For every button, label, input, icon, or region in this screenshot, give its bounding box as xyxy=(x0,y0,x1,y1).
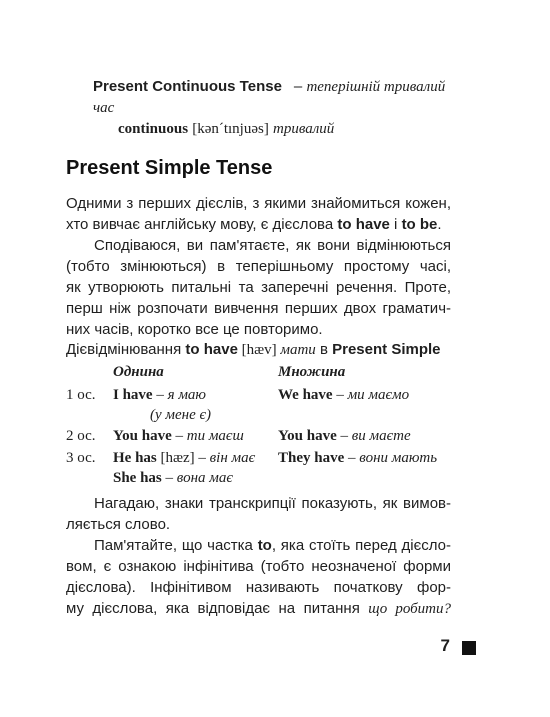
paragraph-line: них часів, коротко все це повторимо. xyxy=(66,321,323,338)
dash: – xyxy=(171,428,187,444)
dash: – xyxy=(344,450,360,466)
verb-to-have: to have xyxy=(185,341,238,358)
text-run: в xyxy=(315,341,333,358)
singular-form xyxy=(113,450,255,467)
singular-note: (у мене є) xyxy=(150,407,212,423)
paragraph-intro xyxy=(66,193,451,235)
paragraph-line: Нагадаю, знаки транскрипції показують, як вимов- xyxy=(94,495,451,512)
text-run: хто вивчає англійську мову, є дієслова xyxy=(66,216,338,233)
transcription: [hæv] xyxy=(237,342,281,358)
translation: ви маєте xyxy=(351,428,411,444)
paragraph-line: ляється слово. xyxy=(66,516,171,533)
paragraph-line xyxy=(66,598,451,620)
plural-form xyxy=(278,387,409,404)
paragraph-line: Одними з перших дієслів, з якими знайомиться кожен, xyxy=(66,195,451,212)
verb-form: We have xyxy=(278,387,333,403)
page-marker-square-icon xyxy=(462,641,476,655)
verb-form: You have xyxy=(278,428,337,444)
text-run: , яка стоїть перед дієсло- xyxy=(271,537,451,554)
paragraph-line: вом, є ознакою інфінітива (тобто неозначеної форми xyxy=(66,558,451,575)
text-run: . xyxy=(437,216,442,233)
person-label: 3 ос. xyxy=(66,450,96,466)
text-run: Пам'ятайте, що частка xyxy=(94,537,258,554)
text-run: Дієвідмінювання xyxy=(66,341,186,358)
verb-form: He has xyxy=(113,450,157,466)
translation: ти маєш xyxy=(186,428,244,444)
paragraph-line xyxy=(66,535,451,556)
paragraph-line: Сподіваюся, ви пам'ятаєте, як вони відмінюються xyxy=(94,237,451,254)
singular-form xyxy=(113,387,206,404)
paragraph-review xyxy=(66,235,451,340)
verb-form: You have xyxy=(113,428,172,444)
person-label: 2 ос. xyxy=(66,428,96,444)
particle-to: to xyxy=(257,537,272,554)
translation: вони мають xyxy=(359,450,438,466)
transcription: [hæz] xyxy=(156,450,199,466)
translation: мати xyxy=(280,342,316,358)
vocab-term: Present Continuous Tense xyxy=(93,78,282,95)
singular-form xyxy=(113,428,244,445)
singular-form-feminine xyxy=(113,470,233,487)
vocab-translation: теперішній тривалий xyxy=(306,79,446,95)
verb-form: I have xyxy=(113,387,153,403)
text-run: му дієслова, яка відповідає на питання xyxy=(66,600,369,617)
verb-to-be: to be xyxy=(401,216,438,233)
paragraph-infinitive xyxy=(66,535,451,620)
vocab-translation-continued: час xyxy=(93,100,115,116)
vocab-transcription: [kən´tınjuəs] xyxy=(192,121,269,137)
paragraph-line: як утворюють питальні та заперечні речення. Проте, xyxy=(66,279,451,296)
dash: – xyxy=(336,428,352,444)
paragraph-line: (тобто змінюються) в теперішньому простому часі, xyxy=(66,258,451,275)
vocab-translation: тривалий xyxy=(273,121,335,137)
dash: – xyxy=(161,470,177,486)
dash: – xyxy=(198,450,210,466)
tense-name: Present Simple xyxy=(332,341,441,358)
vocab-entry-present-continuous xyxy=(93,78,445,96)
conjugation-title xyxy=(66,341,441,359)
translation: я маю xyxy=(167,387,206,403)
section-title: Present Simple Tense xyxy=(66,157,273,179)
paragraph-line xyxy=(66,214,451,235)
header-plural: Множина xyxy=(278,364,346,380)
vocab-entry-continuous xyxy=(118,120,334,138)
person-label: 1 ос. xyxy=(66,387,96,403)
paragraph-line: дієслова). Інфінітивом називають початкову фор- xyxy=(66,579,451,596)
plural-form xyxy=(278,428,411,445)
verb-form: She has xyxy=(113,470,162,486)
vocab-term: continuous xyxy=(118,121,189,137)
translation: вона має xyxy=(176,470,233,486)
verb-form: They have xyxy=(278,450,345,466)
page-number: 7 xyxy=(440,636,450,655)
text-run: і xyxy=(389,216,402,233)
vocab-dash: – xyxy=(293,78,303,95)
verb-to-have: to have xyxy=(337,216,390,233)
plural-form xyxy=(278,450,437,467)
question-text: що робити? xyxy=(368,601,451,617)
translation: ми маємо xyxy=(347,387,410,403)
paragraph-line: перш ніж розпочати вивчення перших двох граматич- xyxy=(66,300,451,317)
dash: – xyxy=(332,387,348,403)
paragraph-transcription-note xyxy=(66,493,451,535)
dash: – xyxy=(152,387,168,403)
translation: він має xyxy=(209,450,256,466)
header-singular: Однина xyxy=(113,364,164,380)
